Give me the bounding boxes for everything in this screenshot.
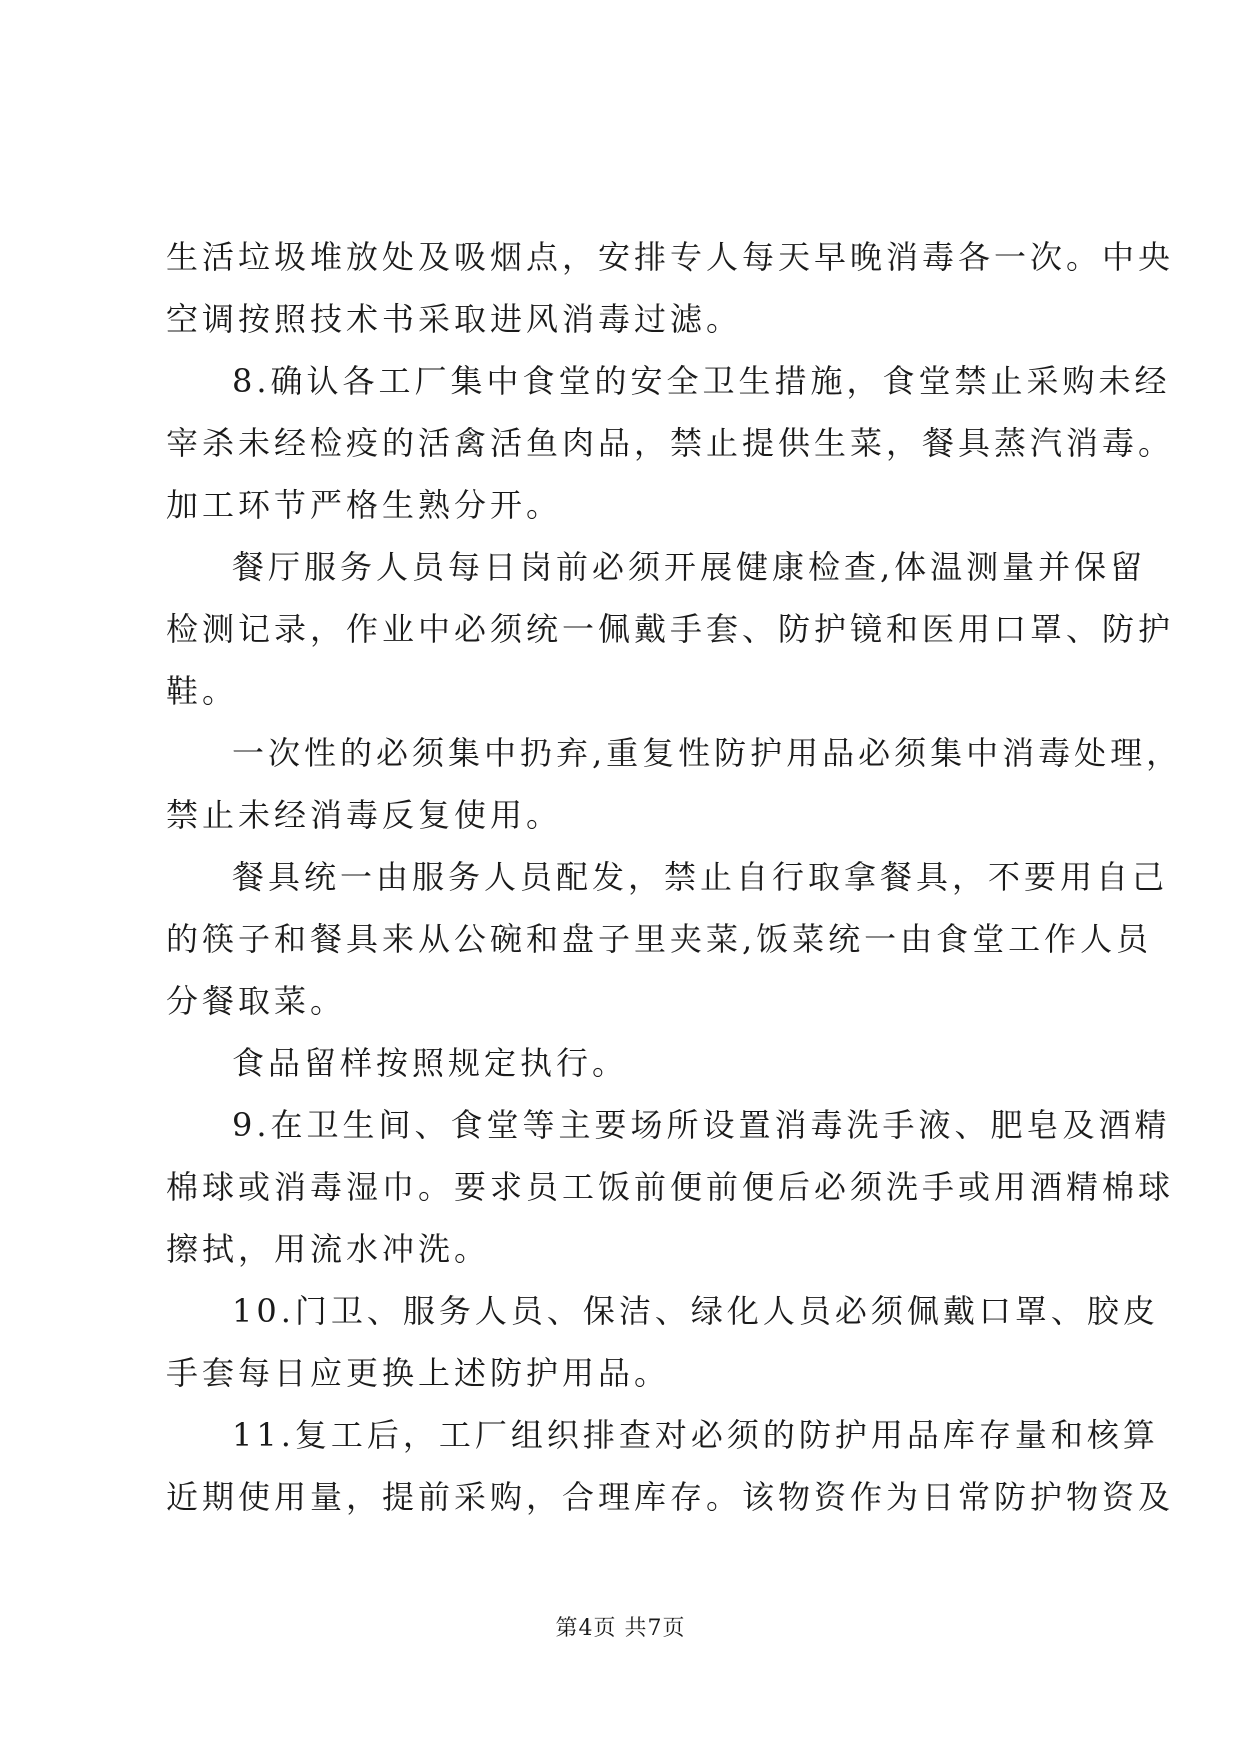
document-body bbox=[166, 226, 1183, 1528]
paragraph-line: 检测记录，作业中必须统一佩戴手套、防护镜和医用口罩、防护 bbox=[166, 610, 1175, 648]
paragraph-line: 手套每日应更换上述防护用品。 bbox=[166, 1354, 671, 1392]
paragraph-line: 8.确认各工厂集中食堂的安全卫生措施，食堂禁止采购未经 bbox=[232, 362, 1171, 400]
paragraph bbox=[166, 1032, 1078, 1094]
paragraph bbox=[166, 536, 1175, 722]
paragraph bbox=[166, 1094, 1175, 1280]
paragraph-line: 禁止未经消毒反复使用。 bbox=[166, 796, 563, 834]
paragraph-line: 分餐取菜。 bbox=[166, 982, 347, 1020]
paragraph bbox=[166, 722, 1183, 846]
paragraph-line: 一次性的必须集中扔弃,重复性防护用品必须集中消毒处理， bbox=[232, 734, 1183, 772]
paragraph-line: 近期使用量，提前采购，合理库存。该物资作为日常防护物资及 bbox=[166, 1478, 1175, 1516]
paragraph bbox=[166, 1280, 1159, 1404]
paragraph-line: 棉球或消毒湿巾。要求员工饭前便前便后必须洗手或用酒精棉球 bbox=[166, 1168, 1175, 1206]
paragraph-line: 的筷子和餐具来从公碗和盘子里夹菜,饭菜统一由食堂工作人员 bbox=[166, 920, 1153, 958]
paragraph-line: 鞋。 bbox=[166, 672, 239, 710]
paragraph bbox=[166, 1404, 1175, 1528]
paragraph-line: 9.在卫生间、食堂等主要场所设置消毒洗手液、肥皂及酒精 bbox=[232, 1106, 1171, 1144]
paragraph-line: 10.门卫、服务人员、保洁、绿化人员必须佩戴口罩、胶皮 bbox=[232, 1292, 1159, 1330]
paragraph bbox=[166, 846, 1169, 1032]
paragraph bbox=[166, 350, 1175, 536]
paragraph-line: 11.复工后，工厂组织排查对必须的防护用品库存量和核算 bbox=[232, 1416, 1159, 1454]
paragraph-line: 食品留样按照规定执行。 bbox=[232, 1044, 629, 1082]
page-number-footer: 第4页 共7页 bbox=[555, 1616, 686, 1641]
paragraph bbox=[166, 226, 1175, 350]
paragraph-line: 空调按照技术书采取进风消毒过滤。 bbox=[166, 300, 743, 338]
paragraph-line: 擦拭，用流水冲洗。 bbox=[166, 1230, 491, 1268]
paragraph-line: 餐具统一由服务人员配发，禁止自行取拿餐具，不要用自己 bbox=[232, 858, 1169, 896]
paragraph-line: 宰杀未经检疫的活禽活鱼肉品，禁止提供生菜，餐具蒸汽消毒。 bbox=[166, 424, 1175, 462]
paragraph-line: 餐厅服务人员每日岗前必须开展健康检查,体温测量并保留 bbox=[232, 548, 1147, 586]
paragraph-line: 加工环节严格生熟分开。 bbox=[166, 486, 563, 524]
paragraph-line: 生活垃圾堆放处及吸烟点，安排专人每天早晚消毒各一次。中央 bbox=[166, 238, 1175, 276]
